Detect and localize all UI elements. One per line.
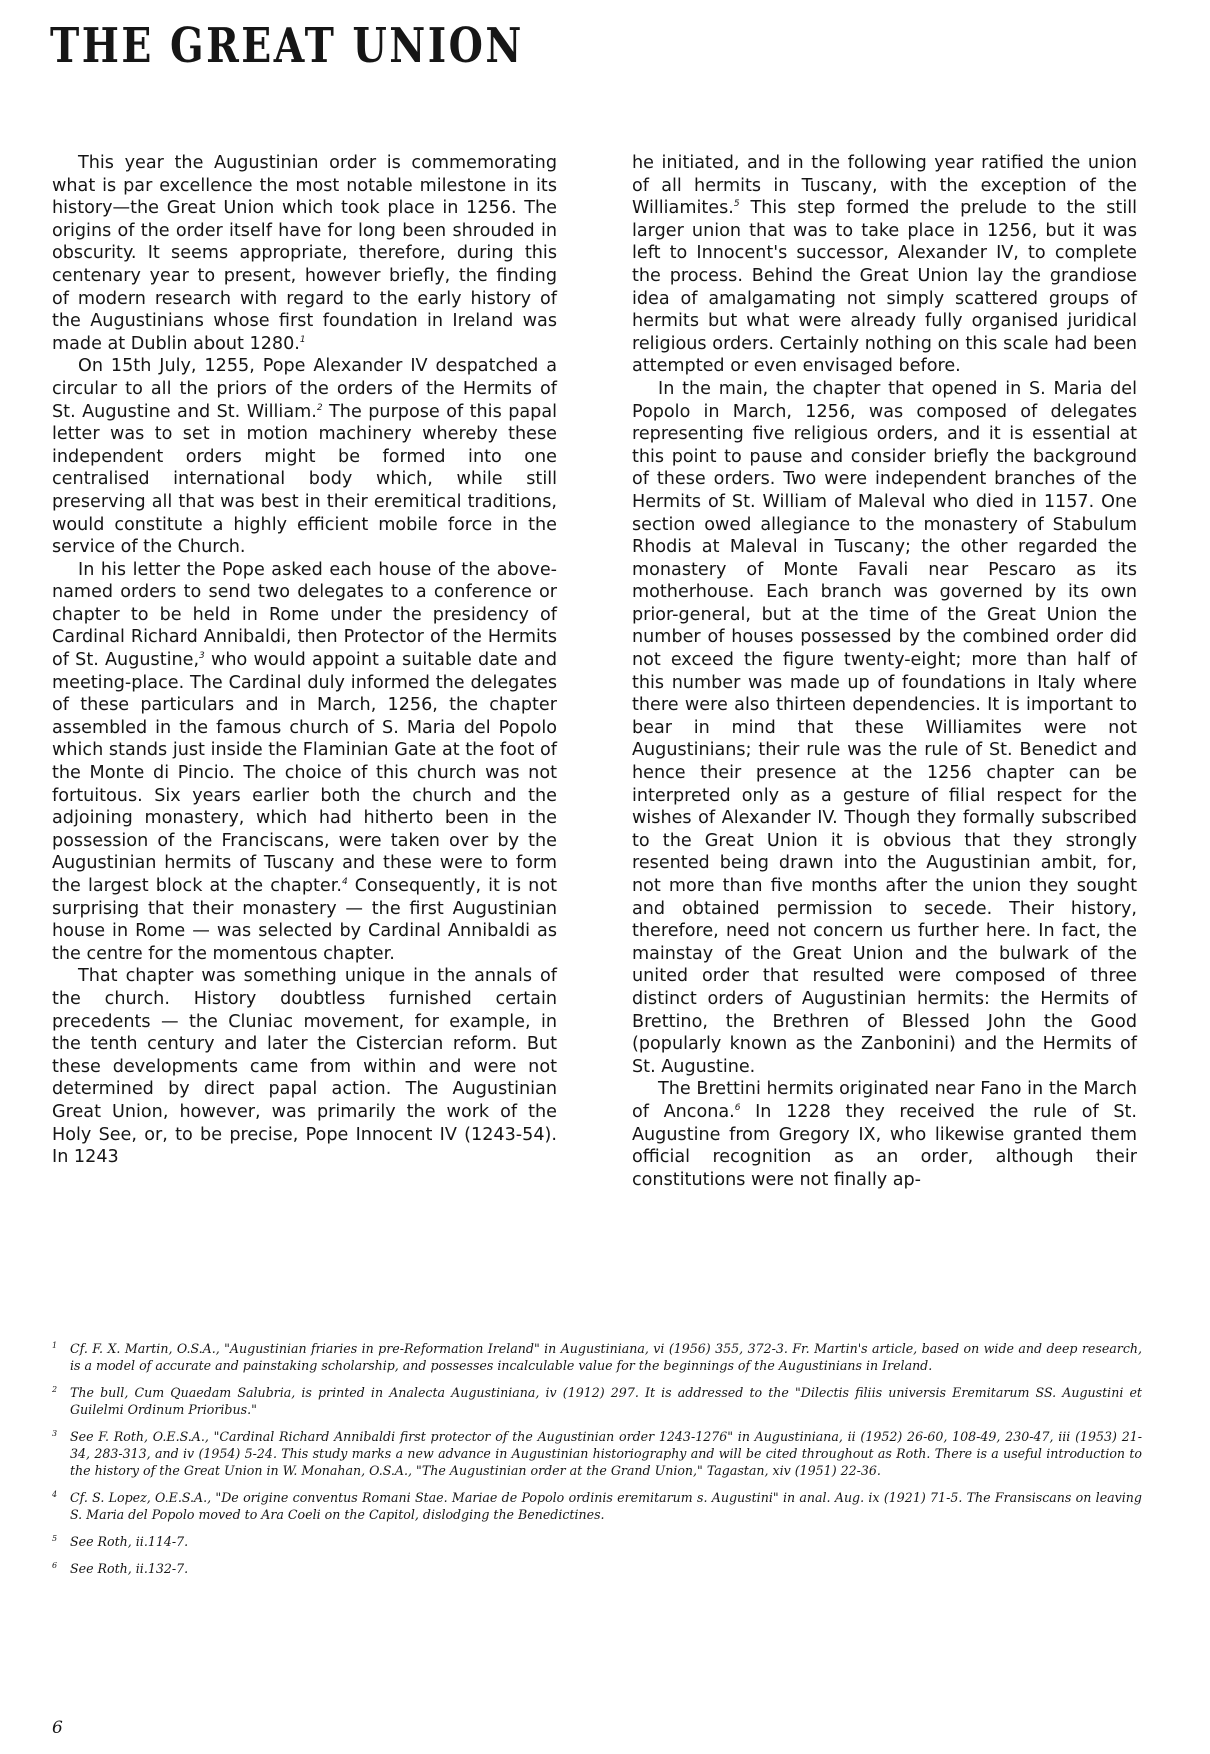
footnote <box>52 1489 1142 1523</box>
footnote <box>52 1560 1142 1577</box>
footnote-mark: 3 <box>52 1429 58 1438</box>
paragraph: In his letter the Pope asked each house of the above-named orders to send two delegates to a conference or chapter to be held in Rome under the presidency of Cardinal Richard Annibaldi, then Protector of the Hermits of St. Augustine,$^3$ who would appoint a suitable date and meeting-place. The Cardinal duly informed the delegates of these particulars and in March, 1256, the chapter assembled in the famous church of S. Maria del Popolo which stands just inside the Flaminian Gate at the foot of the Monte di Pincio. The choice of this church was not fortuitous. Six years earlier both the church and the adjoining monastery, which had hitherto been in the possession of the Franciscans, were taken over by the Augustinian hermits of Tuscany and these were to form the largest block at the chapter.$^4$ Consequently, it is not surprising that their monastery — the first Augustinian house in Rome — was selected by Cardinal Annibaldi as the centre for the momentous chapter. <box>52 559 557 964</box>
footnote <box>52 1340 1142 1374</box>
footnote-text: Cf. F. X. Martin, O.S.A., "Augustinian friaries in pre-Reformation Ireland" in Augustiniana, vi (1956) 355, 372-3. Fr. Martin's article, based on wide and deep research, is a model of accurate and painstaking scholarship, and possesses incalculable value for the beginnings of the Augustinians in Ireland. <box>70 1341 1142 1373</box>
footnote-mark: 2 <box>52 1385 58 1394</box>
paragraph: That chapter was something unique in the annals of the church. History doubtless furnished certain precedents — the Cluniac movement, for example, in the tenth century and later the Cistercian reform. But these developments came from within and were not determined by direct papal action. The Augustinian Great Union, however, was primarily the work of the Holy See, or, to be precise, Pope Innocent IV (1243-54). In 1243 <box>52 966 557 1168</box>
footnote-mark: 6 <box>52 1561 58 1570</box>
footnote-text: Cf. S. Lopez, O.E.S.A., "De origine conventus Romani Stae. Mariae de Popolo ordinis eremitarum s. Augustini" in anal. Aug. ix (1921) 71-5. The Fransiscans on leaving S. Maria del Popolo moved to Ara Coeli on the Capitol, dislodging the Benedictines. <box>70 1490 1142 1522</box>
footnote-ref[interactable]: 5 <box>733 199 740 210</box>
footnote <box>52 1384 1142 1418</box>
footnote-text: The bull, Cum Quaedam Salubria, is printed in Analecta Augustiniana, iv (1912) 297. It is addressed to the "Dilectis filiis universis Eremitarum SS. Augustini et Guilelmi Ordinum Prioribus." <box>70 1385 1142 1417</box>
paragraph: This year the Augustinian order is commemorating what is par excellence the most notable milestone in its history—the Great Union which took place in 1256. The origins of the order itself have for long been shrouded in obscurity. It seems appropriate, therefore, during this centenary year to present, however briefly, the finding of modern research with regard to the early history of the Augustinians whose first foundation in Ireland was made at Dublin about 1280.$^1$ <box>52 153 557 354</box>
footnote-ref[interactable]: 2 <box>316 402 323 413</box>
footnote-text: See Roth, ii.132-7. <box>70 1561 189 1576</box>
footnote-ref[interactable]: 3 <box>199 651 205 662</box>
left-column <box>52 152 557 1169</box>
footnote-ref[interactable]: 6 <box>734 1103 741 1114</box>
footnote-text: See Roth, ii.114-7. <box>70 1534 189 1549</box>
paragraph: The Brettini hermits originated near Fano in the March of Ancona.$^6$ In 1228 they received the rule of St. Augustine from Gregory IX, who likewise granted them official recognition as an order, although their constitutions were not finally ap- <box>632 1079 1138 1190</box>
paragraph: he initiated, and in the following year ratified the union of all hermits in Tuscany, with the exception of the Williamites.$^5$ This step formed the prelude to the still larger union that was to take place in 1256, but it was left to Innocent's successor, Alexander IV, to complete the process. Behind the Great Union lay the grandiose idea of amalgamating not simply scattered groups of hermits but what were already fully organised juridical religious orders. Certainly nothing on this scale had been attempted or even envisaged before. <box>632 153 1137 377</box>
footnote <box>52 1428 1142 1479</box>
footnote-ref[interactable]: 4 <box>341 877 348 888</box>
footnotes <box>52 1340 1142 1587</box>
page-title: THE GREAT UNION <box>50 18 524 74</box>
footnote <box>52 1533 1142 1550</box>
footnote-mark: 4 <box>52 1490 58 1499</box>
footnote-ref[interactable]: 1 <box>299 334 306 345</box>
paragraph: On 15th July, 1255, Pope Alexander IV despatched a circular to all the priors of the orders of the Hermits of St. Augustine and St. William.$^2$ The purpose of this papal letter was to set in motion machinery whereby these independent orders might be formed into one centralised international body which, while still preserving all that was best in their eremitical traditions, would constitute a highly efficient mobile force in the service of the Church. <box>52 356 558 558</box>
right-column <box>632 152 1137 1191</box>
footnote-text: See F. Roth, O.E.S.A., "Cardinal Richard Annibaldi first protector of the Augustinian order 1243-1276" in Augustiniana, ii (1952) 26-60, 108-49, 230-47, iii (1953) 21-34, 283-313, and iv (1954) 5-24. This study marks a new advance in Augustinian historiography and will be cited throughout as Roth. There is a useful introduction to the history of the Great Union in W. Monahan, O.S.A., "The Augustinian order at the Grand Union," Tagastan, xiv (1951) 22-36. <box>70 1429 1142 1478</box>
footnote-mark: 1 <box>52 1341 58 1350</box>
paragraph: In the main, the chapter that opened in S. Maria del Popolo in March, 1256, was composed of delegates representing five religious orders, and it is essential at this point to pause and consider briefly the background of these orders. Two were independent branches of the Hermits of St. William of Maleval who died in 1157. One section owed allegiance to the monastery of Stabulum Rhodis at Maleval in Tuscany; the other regarded the monastery of Monte Favali near Pescaro as its motherhouse. Each branch was governed by its own prior-general, but at the time of the Great Union the number of houses possessed by the combined order did not exceed the figure twenty-eight; more than half of this number was made up of foundations in Italy where there were also thirteen dependencies. It is important to bear in mind that these Williamites were not Augustinians; their rule was the rule of St. Benedict and hence their presence at the 1256 chapter can be interpreted only as a gesture of filial respect for the wishes of Alexander IV. Though they formally subscribed to the Great Union it is obvious that they strongly resented being drawn into the Augustinian ambit, for, not more than five months after the union they sought and obtained permission to secede. Their history, therefore, need not concern us further here. In fact, the mainstay of the Great Union and the bulwark of the united order that resulted were composed of three distinct orders of Augustinian hermits: the Hermits of Brettino, the Brethren of Blessed John the Good (popularly known as the Zanbonini) and the Hermits of St. Augustine. <box>632 378 1137 1077</box>
page-number: 6 <box>52 1718 63 1738</box>
footnote-mark: 5 <box>52 1534 58 1543</box>
